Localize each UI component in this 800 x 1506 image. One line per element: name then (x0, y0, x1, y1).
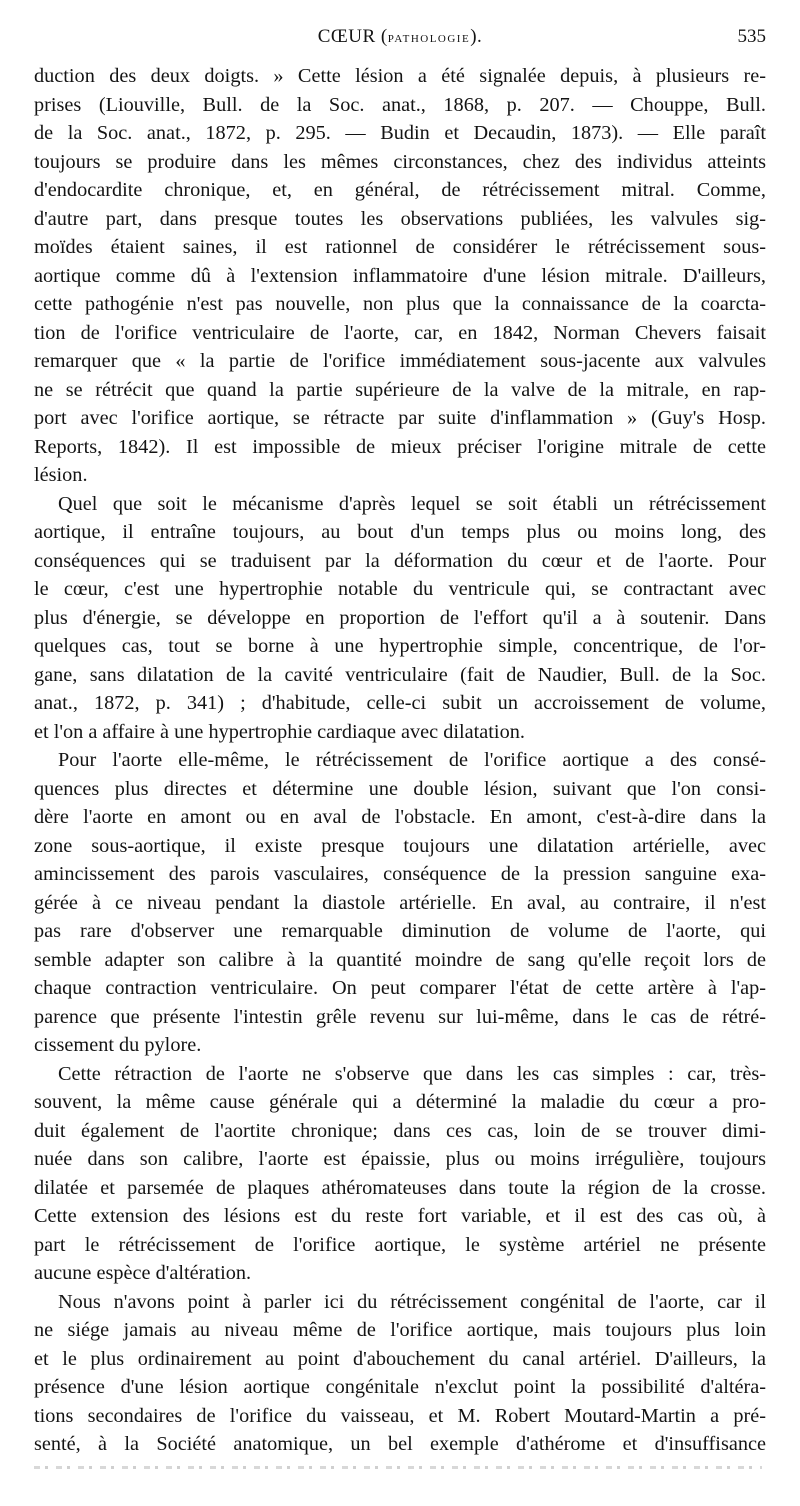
text-line: pas rare d'observer une remarquable diminution de volume de l'aorte, qui (34, 920, 766, 942)
text-line: lésion. (34, 464, 88, 486)
text-line: part le rétrécissement de l'orifice aortique, le système artériel ne présente (34, 1233, 766, 1256)
text-line: cette pathogénie n'est pas nouvelle, non plus que la connaissance de la coarcta- (34, 293, 766, 315)
text-line: senté, à la Société anatomique, un bel exemple d'athérome et d'insuffisance (34, 1433, 766, 1455)
text-line: anat., 1872, p. 341) ; d'habitude, celle-ci subit un accroissement de volume, (34, 692, 766, 714)
text-line: ne se rétrécit que quand la partie supérieure de la valve de la mitrale, en rap- (34, 378, 766, 401)
text-line: port avec l'orifice aortique, se rétracte par suite d'inflammation » (Guy's Hosp. (34, 407, 766, 429)
text-line: Pour l'aorte elle-même, le rétrécissement de l'orifice aortique a des consé- (58, 749, 766, 771)
text-line: d'endocardite chronique, et, en général, de rétrécissement mitral. Comme, (34, 179, 766, 201)
running-title (34, 26, 766, 48)
text-line: présence d'une lésion aortique congénitale n'exclut point la possibilité d'altéra- (34, 1376, 766, 1398)
document-page (34, 26, 766, 1459)
body-text (34, 62, 766, 1459)
text-line: quences plus directes et détermine une double lésion, suivant que l'on consi- (34, 777, 766, 800)
text-line: et le plus ordinairement au point d'abouchement du canal artériel. D'ailleurs, la (34, 1347, 766, 1370)
text-line: et l'on a affaire à une hypertrophie cardiaque avec dilatation. (34, 720, 525, 743)
text-line: gérée à ce niveau pendant la diastole artérielle. En aval, au contraire, il n'est (34, 891, 766, 914)
text-line: tion de l'orifice ventriculaire de l'aorte, car, en 1842, Norman Chevers faisait (34, 321, 766, 344)
bottom-scan-artifact (34, 1466, 762, 1469)
text-line: zone sous-aortique, il existe presque toujours une dilatation artérielle, avec (34, 834, 766, 857)
text-line: quelques cas, tout se borne à une hypertrophie simple, concentrique, de l'or- (34, 635, 766, 657)
text-line: gane, sans dilatation de la cavité ventriculaire (fait de Naudier, Bull. de la Soc. (34, 663, 766, 686)
running-header (34, 26, 766, 56)
paragraph-3 (34, 746, 766, 1060)
text-line: Reports, 1842). Il est impossible de mieux préciser l'origine mitrale de cette (34, 435, 766, 458)
running-title-end: ). (470, 26, 483, 47)
text-line: ne siége jamais au niveau même de l'orifice aortique, mais toujours plus loin (34, 1319, 766, 1341)
paragraph-1 (34, 62, 766, 490)
paragraph-2 (34, 490, 766, 747)
paragraph-4 (34, 1060, 766, 1288)
text-line: parence que présente l'intestin grêle revenu sur lui-même, dans le cas de rétré- (34, 1005, 766, 1028)
text-line: chaque contraction ventriculaire. On peut comparer l'état de cette artère à l'ap- (34, 977, 766, 999)
running-title-main: CŒUR ( (317, 26, 388, 47)
text-line: amincissement des parois vasculaires, conséquence de la pression sanguine exa- (34, 863, 766, 885)
text-line: plus d'énergie, se développe en proportion de l'effort qu'il a à soutenir. Dans (34, 606, 766, 629)
text-line: Nous n'avons point à parler ici du rétrécissement congénital de l'aorte, car il (58, 1290, 766, 1313)
text-line: aortique comme dû à l'extension inflammatoire d'une lésion mitrale. D'ailleurs, (34, 264, 766, 287)
text-line: tions secondaires de l'orifice du vaisseau, et M. Robert Moutard-Martin a pré- (34, 1404, 766, 1427)
text-line: remarquer que « la partie de l'orifice immédiatement sous-jacente aux valvules (34, 350, 766, 372)
text-line: semble adapter son calibre à la quantité moindre de sang qu'elle reçoit lors de (34, 948, 766, 971)
running-title-smallcaps: pathologie (387, 30, 471, 46)
text-line: Cette rétraction de l'aorte ne s'observe que dans les cas simples : car, très- (58, 1062, 766, 1085)
text-line: d'autre part, dans presque toutes les observations publiées, les valvules sig- (34, 207, 766, 230)
text-line: dilatée et parsemée de plaques athéromateuses dans toute la région de la crosse. (34, 1176, 766, 1199)
text-line: toujours se produire dans les mêmes circonstances, chez des individus atteints (34, 150, 766, 173)
text-line: aucune espèce d'altération. (34, 1262, 252, 1284)
text-line: aortique, il entraîne toujours, au bout d'un temps plus ou moins long, des (34, 521, 766, 543)
text-line: moïdes étaient saines, il est rationnel de considérer le rétrécissement sous- (34, 236, 766, 258)
text-line: prises (Liouville, Bull. de la Soc. anat., 1868, p. 207. — Chouppe, Bull. (34, 93, 766, 116)
text-line: cissement du pylore. (34, 1034, 202, 1056)
text-line: duction des deux doigts. » Cette lésion a été signalée depuis, à plusieurs re- (34, 65, 766, 87)
text-line: nuée dans son calibre, l'aorte est épaissie, plus ou moins irrégulière, toujours (34, 1148, 766, 1170)
text-line: Quel que soit le mécanisme d'après lequel se soit établi un rétrécissement (58, 492, 766, 515)
text-line: le cœur, c'est une hypertrophie notable du ventricule qui, se contractant avec (34, 578, 766, 600)
text-line: Cette extension des lésions est du reste fort variable, et il est des cas où, à (34, 1205, 766, 1227)
text-line: duit également de l'aortite chronique; dans ces cas, loin de se trouver dimi- (34, 1119, 766, 1142)
page-number: 535 (737, 26, 766, 47)
text-line: souvent, la même cause générale qui a déterminé la maladie du cœur a pro- (34, 1091, 766, 1113)
text-line: conséquences qui se traduisent par la déformation du cœur et de l'aorte. Pour (34, 549, 766, 572)
text-line: de la Soc. anat., 1872, p. 295. — Budin et Decaudin, 1873). — Elle paraît (34, 122, 766, 144)
paragraph-5 (34, 1288, 766, 1459)
text-line: dère l'aorte en amont ou en aval de l'obstacle. En amont, c'est-à-dire dans la (34, 806, 766, 828)
